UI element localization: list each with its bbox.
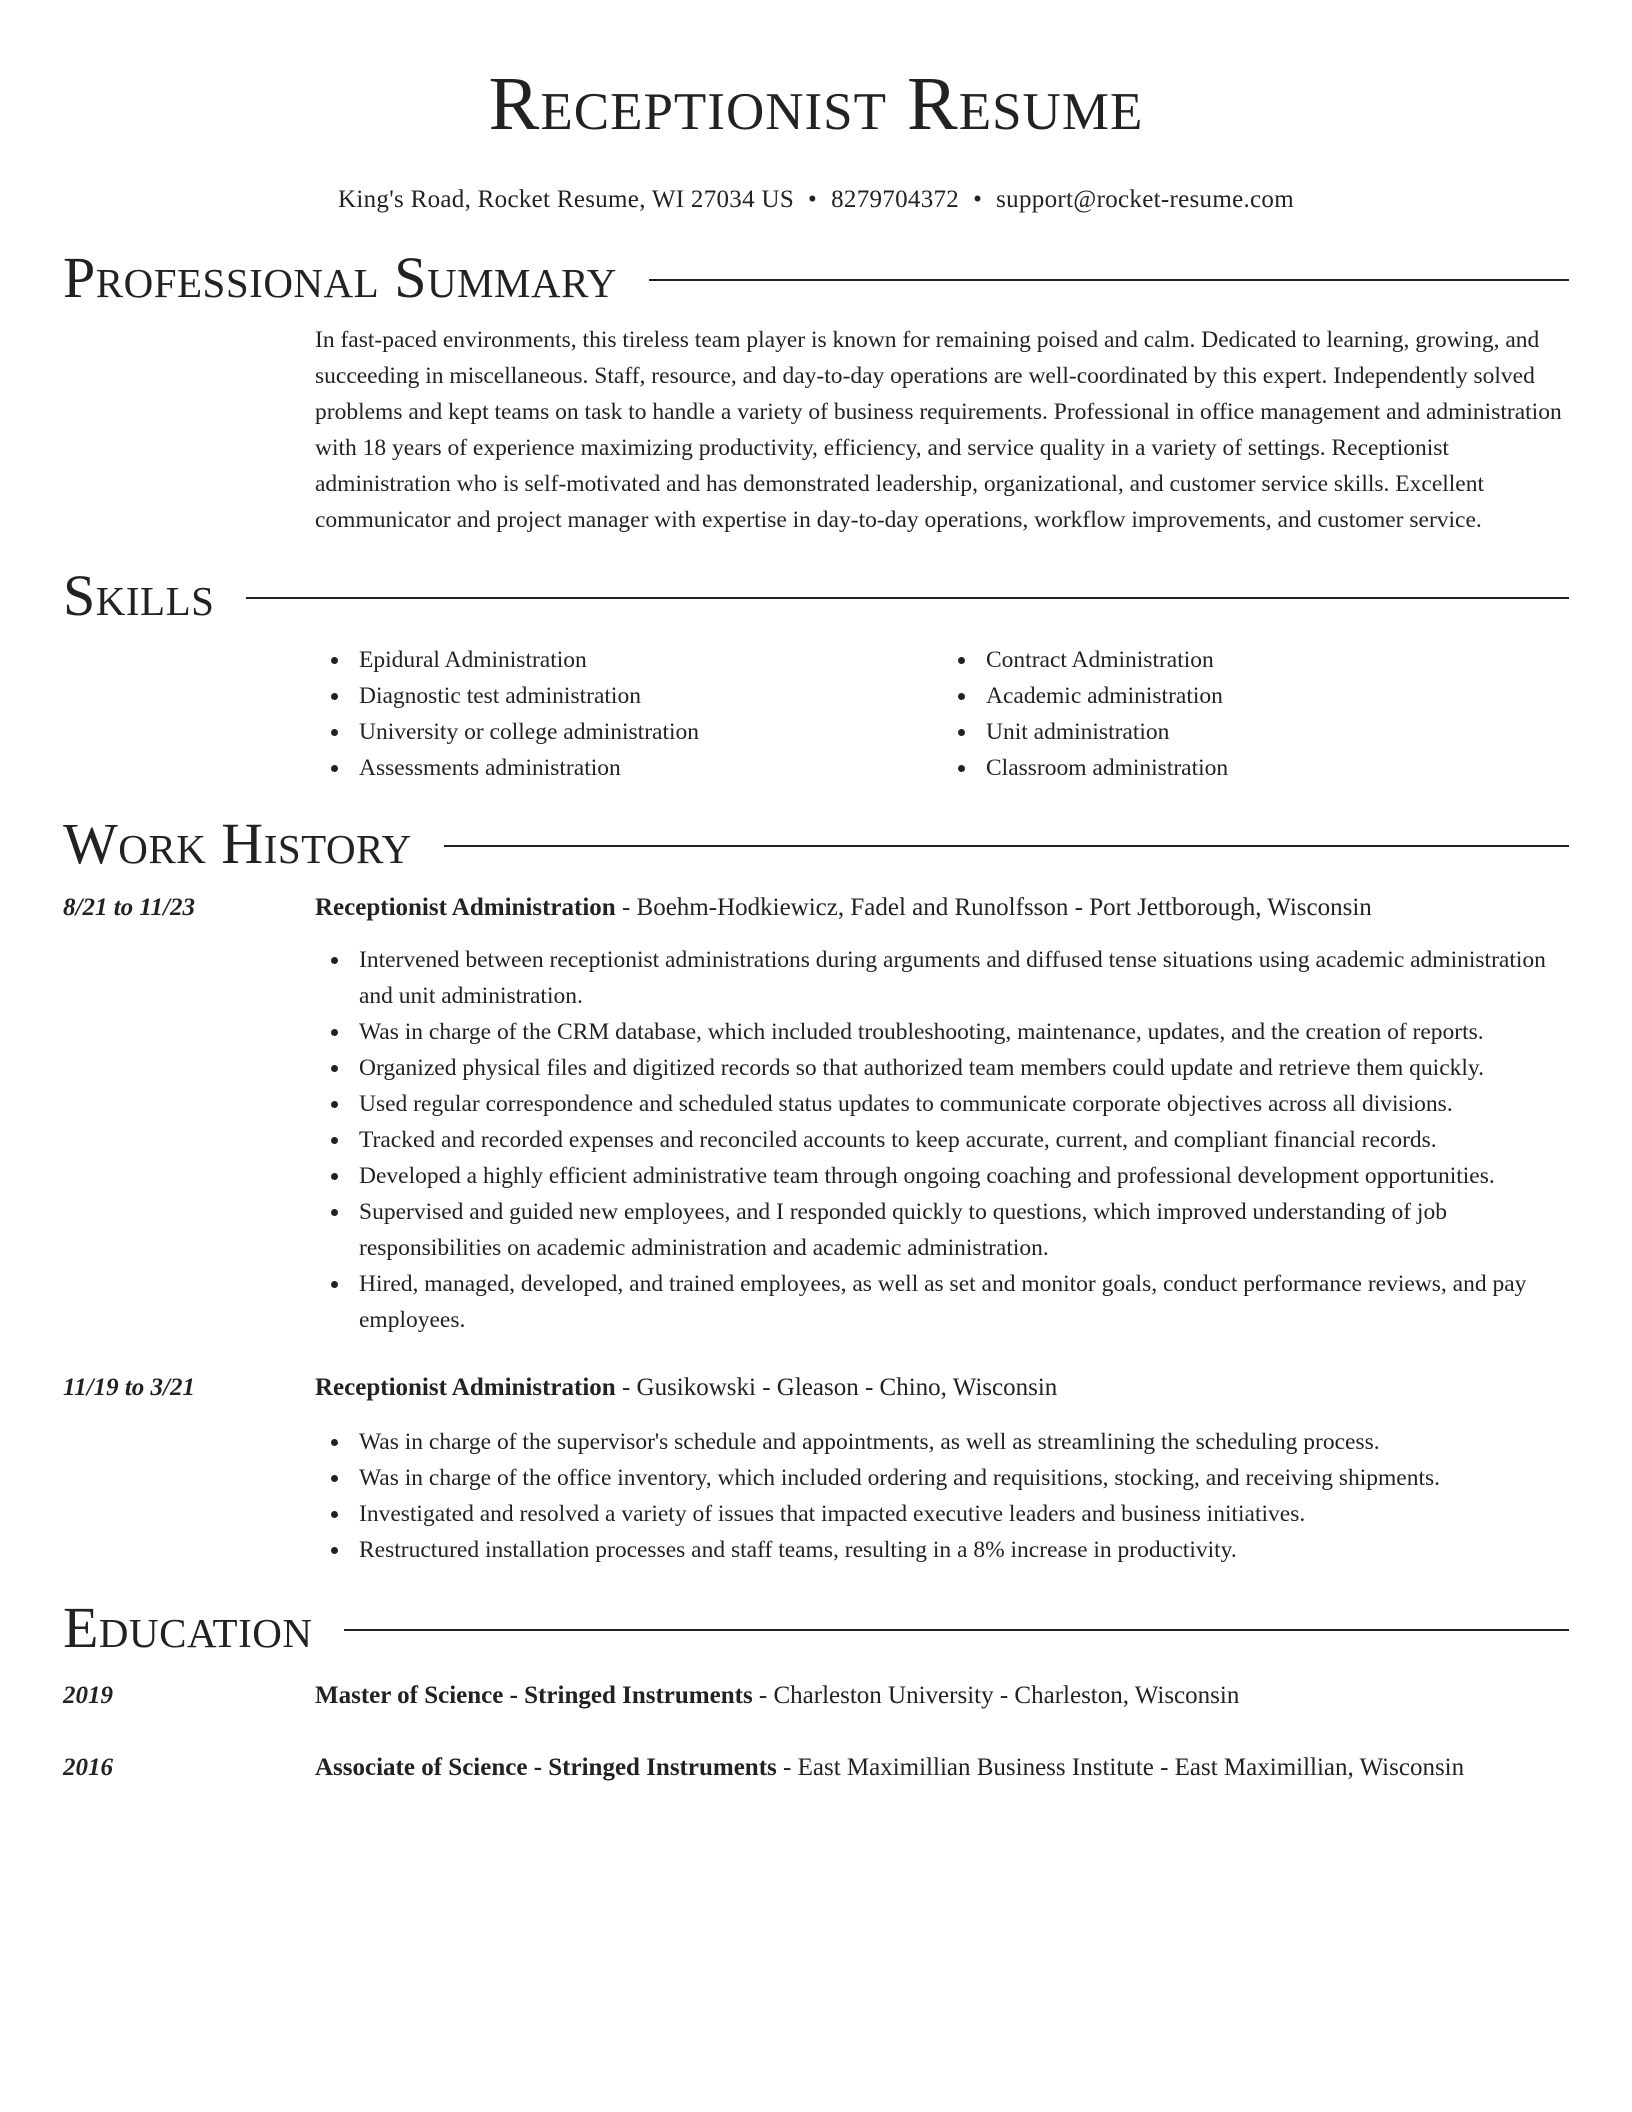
- job-dates: 11/19 to 3/21: [63, 1374, 195, 1401]
- job-bullet: Intervened between receptionist administrations during arguments and diffused tense situations using academic administration and unit administration.: [315, 942, 1569, 1014]
- job-role: Receptionist Administration: [315, 894, 616, 921]
- summary-heading: [63, 245, 1569, 310]
- skill-item: Unit administration: [986, 714, 1569, 750]
- work-heading: [63, 811, 1569, 876]
- education-heading: [63, 1595, 1569, 1660]
- skills-grid: [315, 642, 1569, 786]
- education-details: East Maximillian Business Institute - East Maximillian, Wisconsin: [791, 1754, 1465, 1781]
- contact-phone: 8279704372: [831, 186, 960, 213]
- job-entry: [63, 890, 1569, 926]
- education-details: - Charleston University - Charleston, Wisconsin: [752, 1682, 1240, 1709]
- contact-separator: •: [808, 186, 818, 213]
- section-divider: [246, 597, 1569, 599]
- education-heading-text: Education: [63, 1595, 313, 1660]
- education-dash: -: [783, 1754, 792, 1781]
- skills-column-right: [942, 642, 1569, 786]
- contact-line: [63, 186, 1569, 214]
- skills-heading-text: Skills: [63, 563, 215, 628]
- education-degree: Associate of Science - Stringed Instruments: [315, 1754, 777, 1781]
- contact-separator: •: [973, 186, 983, 213]
- summary-heading-text: Professional Summary: [63, 245, 617, 310]
- job-bullet: Was in charge of the office inventory, which included ordering and requisitions, stocking, and receiving shipments.: [315, 1460, 1569, 1496]
- skill-item: Contract Administration: [986, 642, 1569, 678]
- skill-item: Assessments administration: [359, 750, 942, 786]
- skill-item: Epidural Administration: [359, 642, 942, 678]
- education-year: 2016: [63, 1754, 113, 1781]
- job-title-line: [315, 890, 1569, 926]
- education-line: [315, 1750, 1569, 1786]
- work-heading-text: Work History: [63, 811, 412, 876]
- contact-address: King's Road, Rocket Resume, WI 27034 US: [338, 186, 795, 213]
- skills-section: [315, 642, 1569, 786]
- education-line: [315, 1678, 1569, 1714]
- job-role: Receptionist Administration: [315, 1374, 616, 1401]
- section-divider: [444, 845, 1569, 847]
- job-bullet: Used regular correspondence and scheduled status updates to communicate corporate objectives across all divisions.: [315, 1086, 1569, 1122]
- education-year: 2019: [63, 1682, 113, 1709]
- skills-heading: [63, 563, 1569, 628]
- job-bullet: Investigated and resolved a variety of issues that impacted executive leaders and business initiatives.: [315, 1496, 1569, 1532]
- education-entry: [63, 1750, 1569, 1786]
- skill-item: Classroom administration: [986, 750, 1569, 786]
- skill-item: University or college administration: [359, 714, 942, 750]
- job-bullet: Organized physical files and digitized records so that authorized team members could update and retrieve them quickly.: [315, 1050, 1569, 1086]
- job-entry: [63, 1370, 1569, 1406]
- job-title-line: [315, 1370, 1569, 1406]
- job-bullet: Was in charge of the CRM database, which included troubleshooting, maintenance, updates, and the creation of reports.: [315, 1014, 1569, 1050]
- job-bullet: Tracked and recorded expenses and reconciled accounts to keep accurate, current, and compliant financial records.: [315, 1122, 1569, 1158]
- resume-title: Receptionist Resume: [488, 62, 1144, 146]
- job-bullets: [315, 1424, 1569, 1568]
- job-bullet: Supervised and guided new employees, and I responded quickly to questions, which improved understanding of job responsibilities on academic administration and academic administration.: [315, 1194, 1569, 1266]
- job-bullet: Was in charge of the supervisor's schedule and appointments, as well as streamlining the scheduling process.: [315, 1424, 1569, 1460]
- job-dates: 8/21 to 11/23: [63, 894, 195, 921]
- skill-item: Academic administration: [986, 678, 1569, 714]
- section-divider: [344, 1629, 1569, 1631]
- contact-email[interactable]: support@rocket-resume.com: [996, 186, 1294, 213]
- job-details: - Gusikowski - Gleason - Chino, Wisconsin: [615, 1374, 1058, 1401]
- summary-text: In fast-paced environments, this tireless team player is known for remaining poised and calm. Dedicated to learning, growing, and succeeding in miscellaneous. Staff, resource, and day-to-day operations are well-coordinated by this expert. Independently solved problems and kept teams on task to handle a variety of business requirements. Professional in office management and administration with 18 years of experience maximizing productivity, efficiency, and service quality in a variety of settings. Receptionist administration who is self-motivated and has demonstrated leadership, organizational, and customer service skills. Excellent communicator and project manager with expertise in day-to-day operations, workflow improvements, and customer service.: [315, 327, 1562, 533]
- job-details: - Boehm-Hodkiewicz, Fadel and Runolfsson - Port Jettborough, Wisconsin: [615, 894, 1372, 921]
- summary-section: [315, 322, 1569, 538]
- job-bullet: Restructured installation processes and staff teams, resulting in a 8% increase in productivity.: [315, 1532, 1569, 1568]
- education-entry: [63, 1678, 1569, 1714]
- job-bullet: Developed a highly efficient administrative team through ongoing coaching and professional development opportunities.: [315, 1158, 1569, 1194]
- education-degree: Master of Science - Stringed Instruments: [315, 1682, 753, 1709]
- job-bullet: Hired, managed, developed, and trained employees, as well as set and monitor goals, conduct performance reviews, and pay employees.: [315, 1266, 1569, 1338]
- job-bullets: [315, 942, 1569, 1338]
- skill-item: Diagnostic test administration: [359, 678, 942, 714]
- section-divider: [649, 279, 1569, 281]
- skills-column-left: [315, 642, 942, 786]
